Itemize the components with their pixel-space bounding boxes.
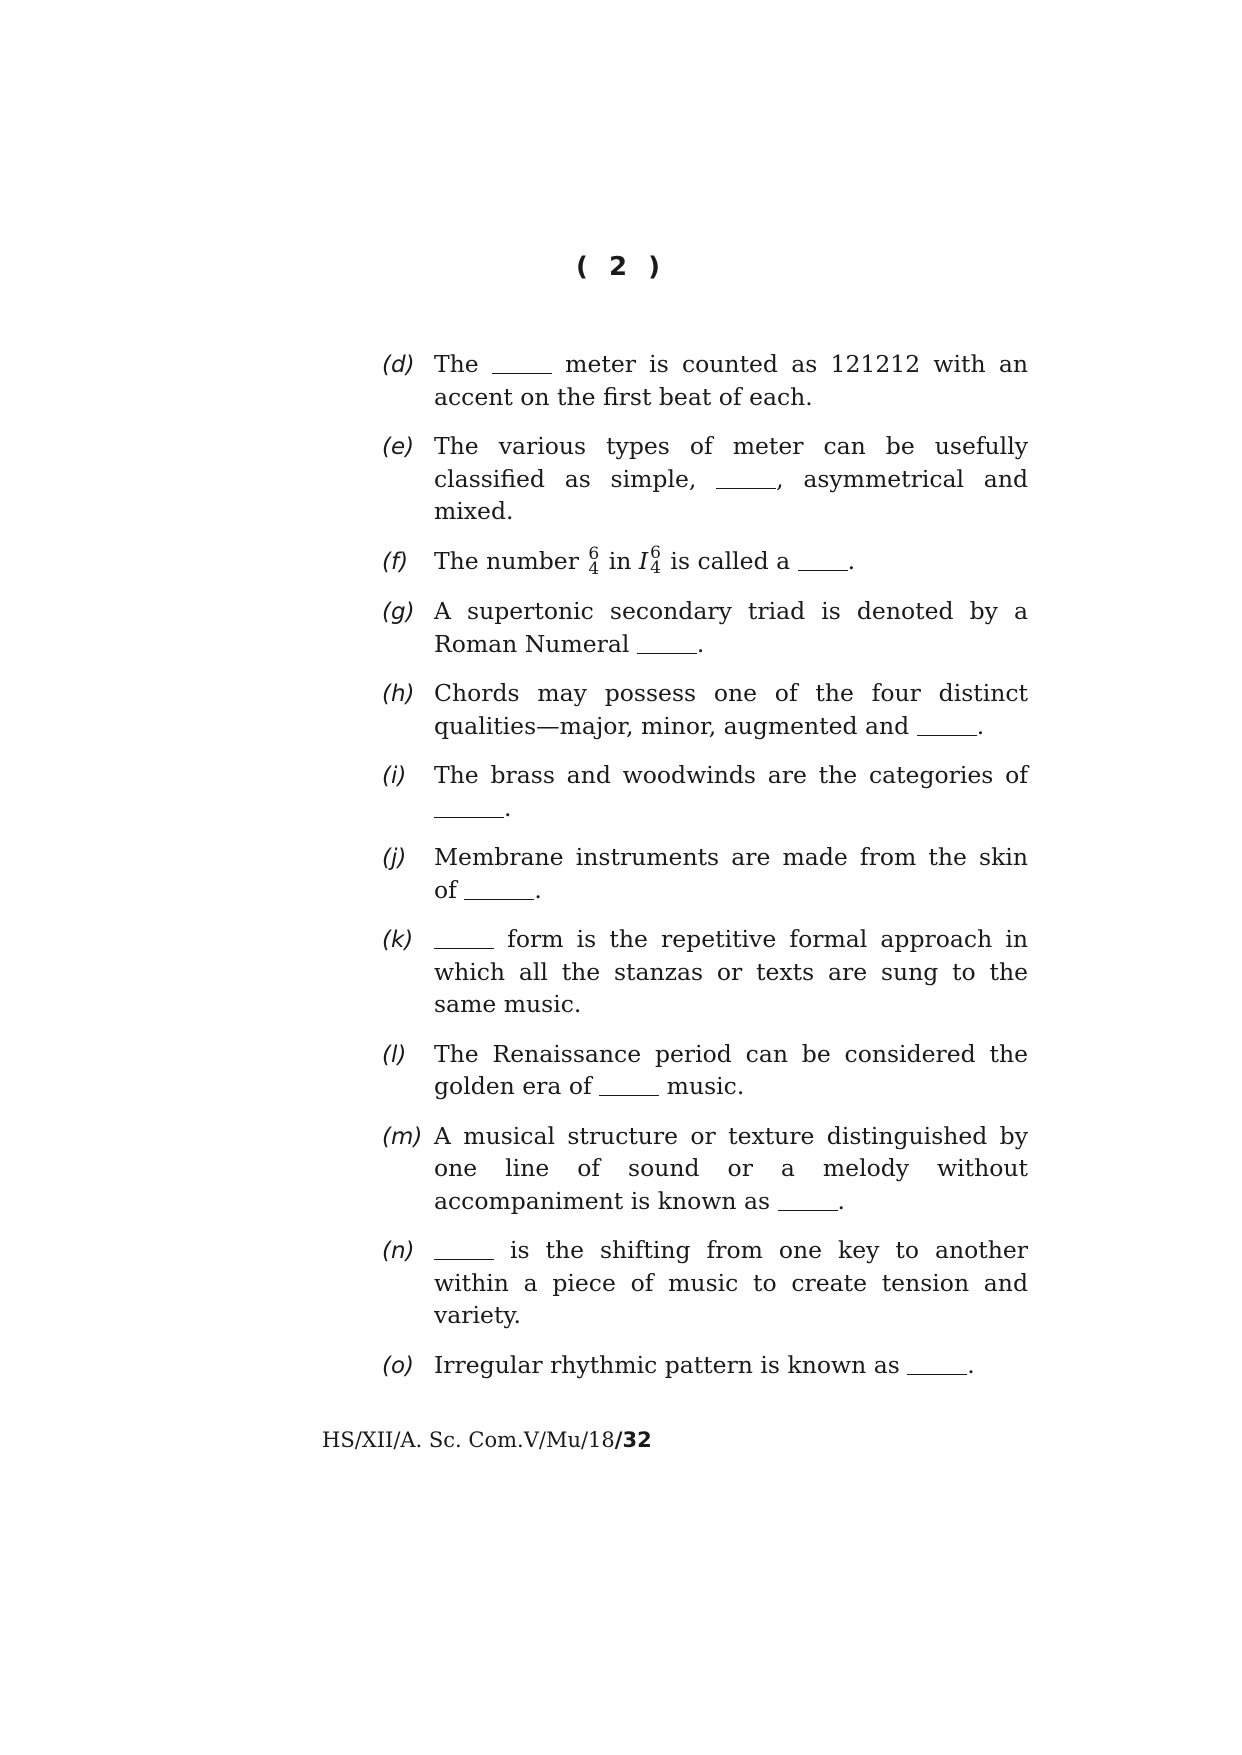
answer-blank — [907, 1350, 967, 1375]
question-text: The number 6 4 in I 6 4 is called a . — [434, 542, 856, 579]
answer-blank — [434, 925, 494, 950]
answer-blank — [599, 1072, 659, 1097]
answer-blank — [917, 711, 977, 736]
question-text: The various types of meter can be usefully classified as simple, , asymmetrical and mixed. — [434, 432, 1028, 525]
question-h — [382, 677, 1028, 742]
question-text: A musical structure or texture distinguished by one line of sound or a melody without accompaniment is known as . — [434, 1121, 1028, 1215]
fraction-six-four: 6 4 — [588, 544, 600, 579]
question-o — [382, 1349, 1028, 1383]
question-text: Chords may possess one of the four distinct qualities—major, minor, augmented and . — [434, 679, 1028, 740]
answer-blank — [434, 793, 504, 818]
footer-code: HS/XII/A. Sc. Com.V/Mu/18/32 — [322, 1428, 652, 1452]
answer-blank — [637, 629, 697, 654]
question-f — [382, 542, 1028, 579]
question-label: (m) — [382, 1123, 423, 1150]
question-l — [382, 1038, 1028, 1103]
question-text: form is the repetitive formal approach in which all the stanzas or texts are sung to the same music. — [434, 925, 1028, 1018]
question-m — [382, 1120, 1028, 1218]
question-label: (j) — [382, 845, 407, 871]
question-label: (e) — [382, 434, 415, 460]
question-label: (n) — [382, 1238, 415, 1264]
question-label: (l) — [382, 1041, 407, 1068]
questions-list — [382, 348, 1028, 1399]
answer-blank — [492, 350, 552, 375]
answer-blank — [798, 546, 848, 571]
question-g — [382, 595, 1028, 660]
question-text: Membrane instruments are made from the skin of . — [434, 843, 1028, 904]
question-text: Irregular rhythmic pattern is known as . — [434, 1350, 975, 1379]
question-label: (k) — [382, 927, 414, 953]
question-i — [382, 759, 1028, 824]
question-label: (o) — [382, 1352, 415, 1379]
question-text: The Renaissance period can be considered the golden era of music. — [434, 1039, 1028, 1100]
answer-blank — [464, 875, 534, 900]
question-e — [382, 430, 1028, 528]
question-label: (f) — [382, 548, 409, 575]
question-text: is the shifting from one key to another within a piece of music to create tension and variety. — [434, 1236, 1028, 1329]
answer-blank — [778, 1186, 838, 1211]
chord-symbol: I 6 4 — [638, 542, 661, 578]
question-label: (d) — [382, 352, 415, 378]
question-text: The meter is counted as 121212 with an accent on the first beat of each. — [434, 350, 1029, 411]
question-label: (g) — [382, 599, 415, 625]
question-j — [382, 841, 1028, 906]
page-number: ( 2 ) — [576, 252, 666, 282]
question-text: The brass and woodwinds are the categories of . — [434, 761, 1028, 822]
question-k — [382, 923, 1028, 1021]
question-d — [382, 348, 1028, 413]
question-label: (h) — [382, 681, 415, 707]
answer-blank — [434, 1236, 494, 1261]
question-label: (i) — [382, 763, 407, 789]
answer-blank — [716, 464, 776, 489]
question-n — [382, 1234, 1028, 1332]
question-text: A supertonic secondary triad is denoted by a Roman Numeral . — [434, 597, 1028, 658]
